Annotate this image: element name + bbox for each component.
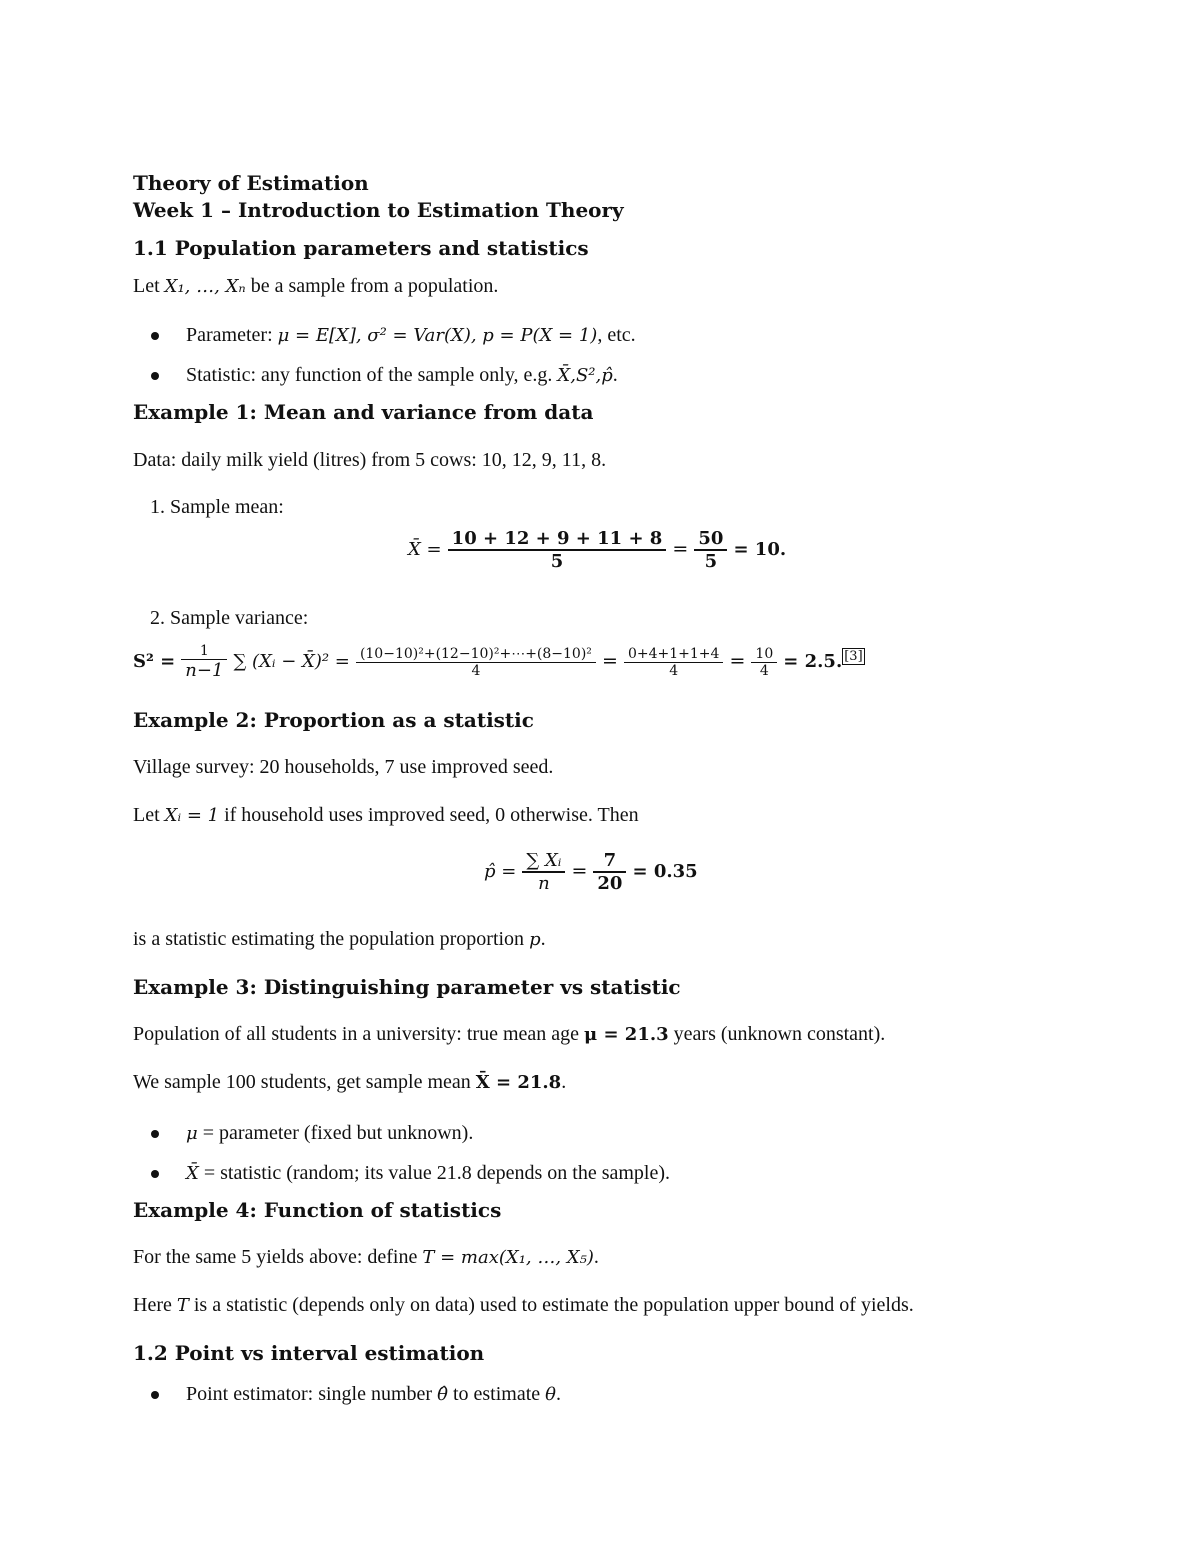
sample-math: X̄ = 21.8	[475, 1072, 562, 1093]
variance-result: = 2.5.	[783, 651, 843, 672]
example-1-data: Data: daily milk yield (litres) from 5 cows: 10, 12, 9, 11, 8.	[133, 449, 607, 471]
variance-f4-numerator: 10	[755, 645, 774, 662]
proportion-lhs: p̂ =	[484, 861, 517, 882]
proportion-denominator: n	[522, 871, 565, 894]
variance-f3-numerator: 0+4+1+1+4	[627, 645, 720, 662]
sample-intro-math: X₁, …, Xₙ	[164, 276, 246, 297]
variance-fraction-4	[751, 646, 777, 679]
mean-denominator: 5	[448, 549, 667, 572]
conclusion-math: p	[529, 929, 541, 950]
sample-pre: We sample 100 students, get sample mean	[133, 1071, 476, 1093]
sample-intro-post: be a sample from a population.	[245, 275, 499, 297]
mean-denominator-2: 5	[694, 549, 727, 572]
example-2-heading: Example 2: Proportion as a statistic	[133, 708, 534, 732]
example-4-define	[133, 1246, 599, 1269]
define-post: .	[593, 1246, 599, 1268]
variance-sum: ∑ (Xᵢ − X̄)² =	[233, 651, 350, 672]
bullet-icon	[151, 332, 159, 340]
bullet-icon	[151, 1130, 159, 1138]
here-post: is a statistic (depends only on data) used to estimate the population upper bound of yields.	[188, 1294, 914, 1316]
statistic-label: Statistic: any function of the sample only, e.g.	[186, 364, 558, 386]
point-pre: Point estimator: single number	[186, 1383, 438, 1405]
proportion-fraction	[522, 850, 565, 894]
point-post: .	[555, 1383, 561, 1405]
example-1-heading: Example 1: Mean and variance from data	[133, 400, 594, 424]
here-math: T	[176, 1295, 189, 1316]
theta-hat-symbol: θ̂	[437, 1384, 448, 1405]
variance-fraction-2	[356, 646, 596, 679]
population-math: μ = 21.3	[584, 1024, 669, 1045]
point-estimator-bullet	[186, 1383, 561, 1406]
proportion-numerator-2: 7	[603, 850, 617, 871]
variance-fraction-3	[624, 646, 723, 679]
sample-mean-equation	[408, 528, 786, 572]
bullet-icon	[151, 1170, 159, 1178]
parameter-label: Parameter:	[186, 324, 278, 346]
here-pre: Here	[133, 1294, 177, 1316]
proportion-fraction-2	[593, 850, 626, 894]
mean-numerator: 10 + 12 + 9 + 11 + 8	[451, 528, 663, 549]
variance-f2-numerator: (10−10)²+(12−10)²+⋯+(8−10)²	[359, 645, 592, 662]
mean-numerator-2: 50	[698, 528, 724, 549]
week-heading: Week 1 – Introduction to Estimation Theory	[133, 198, 624, 222]
variance-f1-numerator: 1	[199, 643, 209, 659]
parameter-post: , etc.	[597, 324, 636, 346]
example-4-heading: Example 4: Function of statistics	[133, 1198, 502, 1222]
mean-lhs: X̄ =	[408, 539, 442, 560]
let-math: Xᵢ = 1	[164, 805, 220, 826]
parameter-math: μ = E[X], σ² = Var(X), p = P(X = 1)	[277, 325, 598, 346]
variance-f2-denominator: 4	[356, 662, 596, 679]
document-title: Theory of Estimation	[133, 171, 369, 195]
point-mid: to estimate	[447, 1383, 546, 1405]
sample-variance-step: 2. Sample variance:	[150, 607, 309, 629]
proportion-numerator: ∑ Xᵢ	[526, 850, 562, 871]
example-3-population	[133, 1023, 885, 1046]
example-2-survey: Village survey: 20 households, 7 use improved seed.	[133, 756, 554, 778]
bullet-icon	[151, 372, 159, 380]
example-3-sample	[133, 1071, 566, 1094]
variance-lhs: S² =	[133, 651, 176, 672]
mu-symbol: μ	[186, 1123, 198, 1144]
variance-f3-denominator: 4	[624, 662, 723, 679]
example-2-conclusion	[133, 928, 546, 951]
conclusion-post: .	[540, 928, 546, 950]
section-heading-1-2: 1.2 Point vs interval estimation	[133, 1341, 485, 1365]
mean-result: = 10.	[733, 539, 787, 560]
sample-mean-step: 1. Sample mean:	[150, 496, 284, 518]
sample-intro	[133, 275, 498, 298]
statistic-bullet	[186, 364, 618, 387]
population-post: years (unknown constant).	[668, 1023, 886, 1045]
statistic-post: .	[612, 364, 618, 386]
let-pre: Let	[133, 804, 165, 826]
define-math: T = max(X₁, …, X₅)	[422, 1247, 594, 1268]
proportion-equation: p̂ = $\frac{\text{∑ Xᵢ}}{n}$ = $\frac{7}{20}$ = 0.35	[484, 850, 698, 894]
reference-link[interactable]: [3]	[844, 648, 863, 664]
proportion-result: = 0.35	[632, 861, 698, 882]
define-pre: For the same 5 yields above: define	[133, 1246, 423, 1268]
parameter-definition-text: = parameter (fixed but unknown).	[197, 1122, 474, 1144]
variance-f4-denominator: 4	[751, 662, 777, 679]
section-heading-1-1: 1.1 Population parameters and statistics	[133, 236, 589, 260]
population-pre: Population of all students in a university: true mean age	[133, 1023, 585, 1045]
proportion-denominator-2: 20	[593, 871, 626, 894]
statistic-definition-bullet	[186, 1162, 670, 1185]
variance-f1-denominator: n−1	[181, 659, 227, 681]
mean-fraction-2	[694, 528, 727, 572]
sample-intro-pre: Let	[133, 275, 165, 297]
mean-equals: =	[672, 538, 689, 560]
xbar-symbol: X̄	[186, 1163, 199, 1184]
statistic-math: X̄,S²,p̂	[557, 365, 613, 386]
theta-symbol: θ	[545, 1384, 556, 1405]
parameter-bullet	[186, 324, 636, 347]
bullet-icon	[151, 1391, 159, 1399]
example-3-heading: Example 3: Distinguishing parameter vs statistic	[133, 975, 681, 999]
let-post: if household uses improved seed, 0 otherwise. Then	[219, 804, 639, 826]
sample-variance-equation: S² = $\frac{1}{n-1}$ ∑ (Xᵢ − X̄)² = $\frac{\text{(10−10)²+(12−10)²+⋯+(8−10)²}}{4}$ = $\frac{0+4+1+1+4}{4}$ = $\frac{10}{4}$ = 2.5. [3]	[133, 643, 863, 681]
sample-post: .	[561, 1071, 567, 1093]
example-4-explanation	[133, 1294, 914, 1317]
mean-fraction	[448, 528, 667, 572]
variance-fraction-1	[181, 643, 227, 681]
example-2-let	[133, 804, 639, 827]
conclusion-pre: is a statistic estimating the population proportion	[133, 928, 530, 950]
parameter-definition-bullet	[186, 1122, 473, 1145]
statistic-definition-text: = statistic (random; its value 21.8 depends on the sample).	[198, 1162, 671, 1184]
